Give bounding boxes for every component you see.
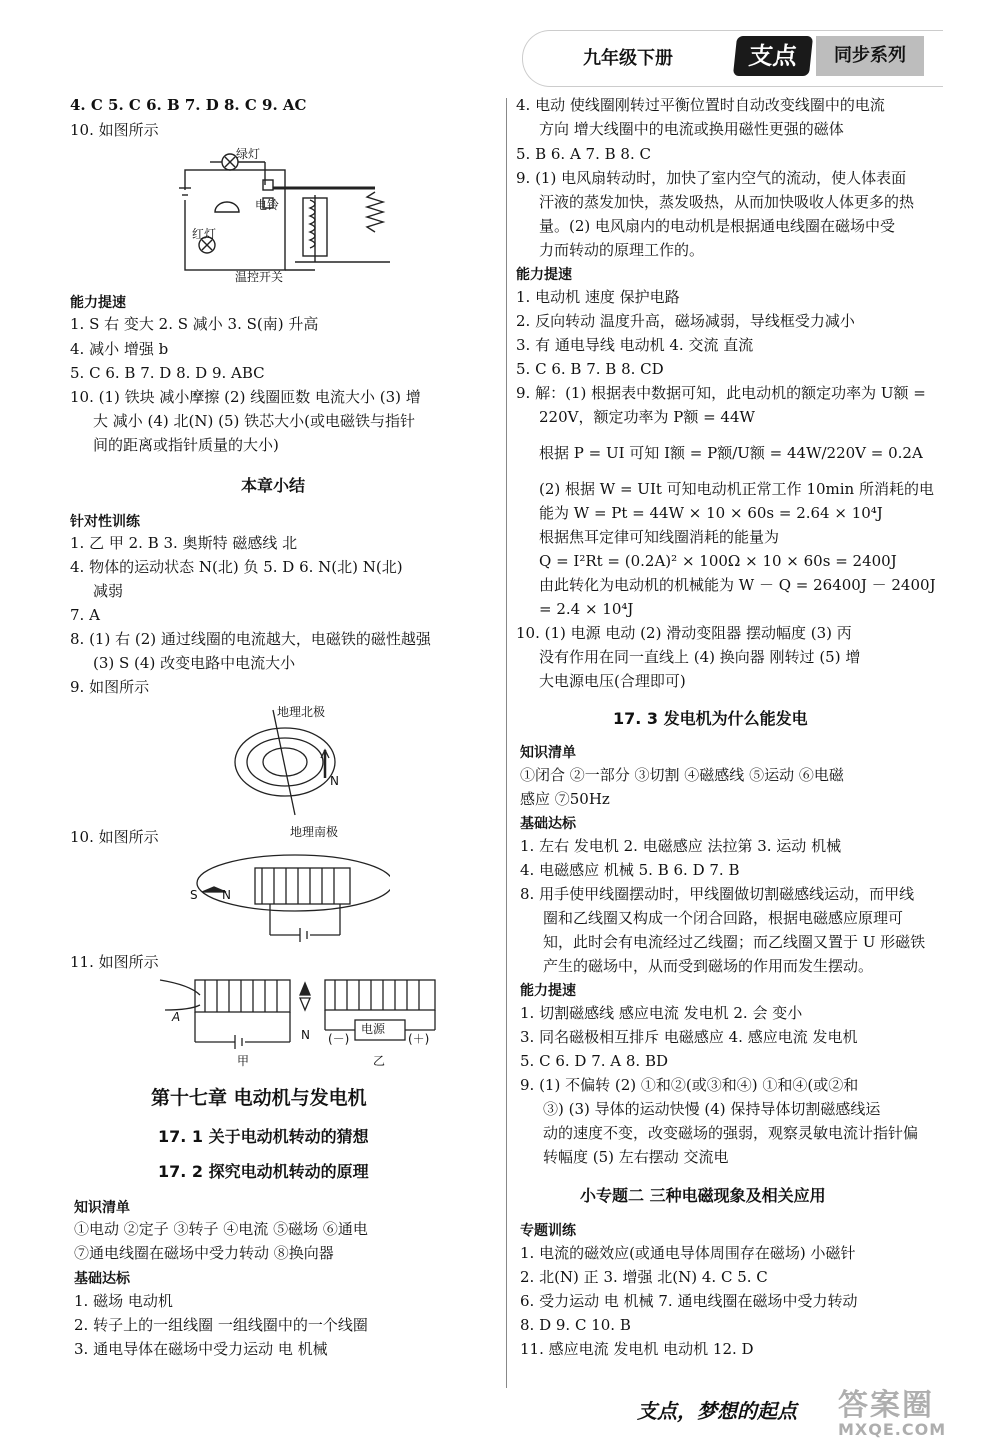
answer-line: 根据焦耳定律可知线圈消耗的能量为 xyxy=(539,528,780,546)
answer-line: 2. 转子上的一组线圈 一组线圈中的一个线圈 xyxy=(74,1316,368,1334)
answer-line: ③) (3) 导体的运动快慢 (4) 保持导体切割磁感线运 xyxy=(543,1100,881,1118)
header-series: 同步系列 xyxy=(816,36,924,76)
figure-label: 红灯 xyxy=(192,227,217,241)
answer-line: 8. D 9. C 10. B xyxy=(520,1316,631,1334)
answer-line: 9. (1) 电风扇转动时，加快了室内空气的流动，使人体表面 xyxy=(516,169,907,187)
answer-line: 10. (1) 电源 电动 (2) 滑动变阻器 摆动幅度 (3) 丙 xyxy=(516,624,852,642)
section-heading: 知识清单 xyxy=(74,1200,130,1216)
figure-label: A xyxy=(172,1010,181,1024)
answer-line: 感应 ⑦50Hz xyxy=(520,790,610,808)
figure-label: S xyxy=(190,888,198,902)
answer-line: 大电源电压(合理即可) xyxy=(539,672,686,690)
answer-line: 10. 如图所示 xyxy=(70,828,159,846)
answer-line: 9. 解：(1) 根据表中数据可知，此电动机的额定功率为 U额 = xyxy=(516,384,926,402)
figure-circuit-alarm xyxy=(175,140,420,290)
answer-line: 1. 磁场 电动机 xyxy=(74,1292,173,1310)
answer-line: 动的速度不变，改变磁场的强弱，观察灵敏电流计指针偏 xyxy=(543,1124,919,1142)
answer-line: 3. 有 通电导线 电动机 4. 交流 直流 xyxy=(516,336,754,354)
answer-line: 4. C 5. C 6. B 7. D 8. C 9. AC xyxy=(70,96,307,114)
figure-label: N xyxy=(330,774,339,788)
answer-line: 5. C 6. B 7. D 8. D 9. ABC xyxy=(70,364,265,382)
answer-line: 1. 电流的磁效应(或通电导体周围存在磁场) 小磁针 xyxy=(520,1244,856,1262)
answer-line: = 2.4 × 10⁴J xyxy=(539,600,634,618)
answer-line: ①电动 ②定子 ③转子 ④电流 ⑤磁场 ⑥通电 xyxy=(74,1220,368,1238)
answer-line: Q = I²Rt = (0.2A)² × 100Ω × 10 × 60s = 2400J xyxy=(539,552,897,570)
answer-line: 根据 P = UI 可知 I额 = P额/U额 = 44W/220V = 0.2A xyxy=(539,444,923,462)
figure-label: 乙 xyxy=(373,1054,386,1068)
answer-line: 5. B 6. A 7. B 8. C xyxy=(516,145,651,163)
section-heading: 能力提速 xyxy=(520,983,576,999)
answer-line: 转幅度 (5) 左右摆动 交流电 xyxy=(543,1148,729,1166)
section-title: 本章小结 xyxy=(241,476,306,495)
answer-line: 大 减小 (4) 北(N) (5) 铁芯大小(或电磁铁与指针 xyxy=(93,412,416,430)
header-grade: 九年级下册 xyxy=(583,48,673,69)
answer-line: 3. 通电导体在磁场中受力运动 电 机械 xyxy=(74,1340,328,1358)
answer-line: 5. C 6. B 7. B 8. CD xyxy=(516,360,664,378)
figure-two-coils xyxy=(150,970,450,1065)
answer-line: 1. 切割磁感线 感应电流 发电机 2. 会 变小 xyxy=(520,1004,803,1022)
answer-line: 没有作用在同一直线上 (4) 换向器 刚转过 (5) 增 xyxy=(539,648,861,666)
answer-line: 11. 如图所示 xyxy=(70,953,159,971)
answer-line: 能为 W = Pt = 44W × 10 × 60s = 2.64 × 10⁴J xyxy=(539,504,883,522)
chapter-title: 第十七章 电动机与发电机 xyxy=(151,1087,367,1109)
answer-line: 8. (1) 右 (2) 通过线圈的电流越大，电磁铁的磁性越强 xyxy=(70,630,431,648)
figure-solenoid-field xyxy=(180,850,390,945)
answer-line: 汗液的蒸发加快，蒸发吸热，从而加快吸收人体更多的热 xyxy=(539,193,915,211)
answer-line: 1. 乙 甲 2. B 3. 奥斯特 磁感线 北 xyxy=(70,534,298,552)
answer-line: ⑦通电线圈在磁场中受力转动 ⑧换向器 xyxy=(74,1244,334,1262)
section-heading: 基础达标 xyxy=(520,816,576,832)
section-title: 17. 1 关于电动机转动的猜想 xyxy=(158,1127,369,1146)
answer-line: 1. 电动机 速度 保护电路 xyxy=(516,288,680,306)
watermark-top: 答案圈 xyxy=(838,1388,934,1423)
answer-line: 5. C 6. D 7. A 8. BD xyxy=(520,1052,669,1070)
answer-line: 9. 如图所示 xyxy=(70,678,150,696)
figure-label: (＋) xyxy=(408,1032,430,1046)
section-title: 17. 2 探究电动机转动的原理 xyxy=(158,1162,369,1181)
answer-line: 11. 感应电流 发电机 电动机 12. D xyxy=(520,1340,754,1358)
answer-line: 4. 物体的运动状态 N(北) 负 5. D 6. N(北) N(北) xyxy=(70,558,403,576)
figure-label: 甲 xyxy=(237,1054,250,1068)
answer-line: (2) 根据 W = UIt 可知电动机正常工作 10min 所消耗的电 xyxy=(539,480,934,498)
figure-label: 绿灯 xyxy=(236,147,261,161)
answer-line: 间的距离或指针质量的大小) xyxy=(93,436,279,454)
footer-slogan: 支点，梦想的起点 xyxy=(637,1399,797,1423)
figure-label: 温控开关 xyxy=(235,270,284,284)
answer-line: 8. 用手使甲线圈摆动时，甲线圈做切割磁感线运动，而甲线 xyxy=(520,885,915,903)
answer-line: 圈和乙线圈又构成一个闭合回路，根据电磁感应原理可 xyxy=(543,909,904,927)
answer-line: 力而转动的原理工作的。 xyxy=(539,241,705,259)
answer-line: 7. A xyxy=(70,606,100,624)
header-brand-logo: 支点 xyxy=(733,36,813,76)
answer-line: 10. (1) 铁块 减小摩擦 (2) 线圈匝数 电流大小 (3) 增 xyxy=(70,388,421,406)
section-heading: 能力提速 xyxy=(70,295,126,311)
section-heading: 知识清单 xyxy=(520,745,576,761)
figure-label: 地理北极 xyxy=(277,705,326,719)
answer-line: 量。(2) 电风扇内的电动机是根据通电线圈在磁场中受 xyxy=(539,217,896,235)
figure-label: (－) xyxy=(328,1032,350,1046)
section-heading: 针对性训练 xyxy=(70,514,140,530)
answer-line: 2. 北(N) 正 3. 增强 北(N) 4. C 5. C xyxy=(520,1268,768,1286)
answer-line: 减弱 xyxy=(93,582,124,600)
section-heading: 基础达标 xyxy=(74,1271,130,1287)
figure-label: 地理南极 xyxy=(290,825,339,839)
answer-line: (3) S (4) 改变电路中电流大小 xyxy=(93,654,296,672)
answer-line: 4. 电动 使线圈刚转过平衡位置时自动改变线圈中的电流 xyxy=(516,96,885,114)
column-divider xyxy=(506,98,507,1388)
answer-line: 3. 同名磁极相互排斥 电磁感应 4. 感应电流 发电机 xyxy=(520,1028,858,1046)
answer-line: 方向 增大线圈中的电流或换用磁性更强的磁体 xyxy=(539,120,844,138)
answer-line: 1. S 右 变大 2. S 减小 3. S(南) 升高 xyxy=(70,315,319,333)
figure-label: 电铃 xyxy=(255,198,280,212)
section-title: 17. 3 发电机为什么能发电 xyxy=(613,709,808,728)
answer-line: 4. 电磁感应 机械 5. B 6. D 7. B xyxy=(520,861,740,879)
answer-line: 9. (1) 不偏转 (2) ①和②(或③和④) ①和④(或②和 xyxy=(520,1076,859,1094)
figure-label: N xyxy=(222,888,231,902)
answer-line: 产生的磁场中，从而受到磁场的作用而发生摆动。 xyxy=(543,957,874,975)
section-heading: 能力提速 xyxy=(516,267,572,283)
figure-label: 电源 xyxy=(361,1022,386,1036)
answer-line: 220V，额定功率为 P额 = 44W xyxy=(539,408,755,426)
answer-line: 2. 反向转动 温度升高，磁场减弱，导线框受力减小 xyxy=(516,312,855,330)
answer-line: 1. 左右 发电机 2. 电磁感应 法拉第 3. 运动 机械 xyxy=(520,837,842,855)
section-heading: 专题训练 xyxy=(520,1223,576,1239)
answer-line: 6. 受力运动 电 机械 7. 通电线圈在磁场中受力转动 xyxy=(520,1292,858,1310)
answer-line: 知，此时会有电流经过乙线圈；而乙线圈又置于 U 形磁铁 xyxy=(543,933,926,951)
section-title: 小专题二 三种电磁现象及相关应用 xyxy=(580,1186,826,1205)
answer-line: ①闭合 ②一部分 ③切割 ④磁感线 ⑤运动 ⑥电磁 xyxy=(520,766,844,784)
answer-line: 由此转化为电动机的机械能为 W － Q = 26400J － 2400J xyxy=(539,576,936,594)
answer-line: 10. 如图所示 xyxy=(70,121,159,139)
watermark-bottom: MXQE.COM xyxy=(838,1420,947,1439)
watermark-logo xyxy=(838,1380,988,1442)
figure-label: N xyxy=(301,1028,310,1042)
answer-line: 4. 减小 增强 b xyxy=(70,340,169,358)
